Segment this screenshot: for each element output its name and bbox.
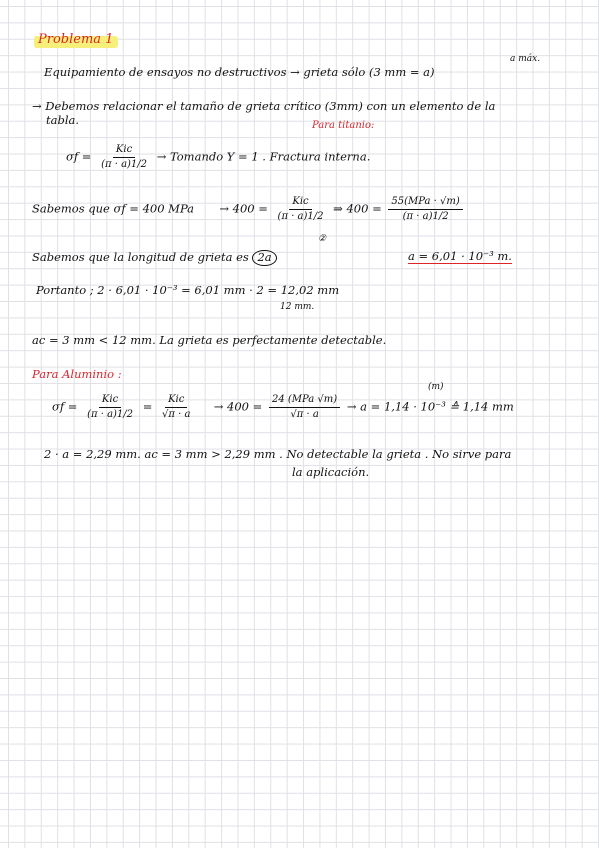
alu-den-3: √π · a [290,409,319,420]
sigma-formula [66,144,370,171]
sabemos-line [32,196,466,223]
final-line: 2 · a = 2,29 mm. ac = 3 mm > 2,29 mm . No detectable la grieta . No sirve para [44,447,512,461]
alu-result: → a = 1,14 · 10⁻³ ≙ 1,14 mm [346,399,514,414]
ac-line: ac = 3 mm < 12 mm. La grieta es perfectamente detectable. [32,333,387,347]
eq2-num: 55(MPa · √m) [388,196,462,210]
alu-num-1: Kic [99,394,121,408]
unit-note: (m) [428,382,444,392]
longitud-line [32,250,277,266]
sigma-text: → Tomando Y = 1 . Fractura interna. [156,149,371,164]
sabemos-text: Sabemos que σf = 400 MPa [32,201,195,216]
a-value [408,250,512,264]
arrow-icon: → [32,99,46,113]
eq1-num: Kic [289,196,311,210]
page-title: Problema 1 [38,32,114,47]
alu-num-2: Kic [165,394,187,408]
eq2-fraction [388,196,462,223]
alu-den-1: (π · a)1/2 [87,409,134,420]
alu-frac-2 [159,394,193,421]
circled-2a: 2a [252,250,276,266]
eq1-den: (π · a)1/2 [277,211,324,222]
alu-lhs: σf = [52,399,78,414]
eq2-den: (π · a)1/2 [402,211,449,222]
portanto-sub: 12 mm. [280,302,315,312]
eq2-lhs: ⇒ 400 = [333,201,382,216]
a-value-text: a = 6,01 · 10⁻³ m. [408,249,512,263]
sigma-lhs: σf = [66,149,92,164]
alu-num-3: 24 (MPa √m) [269,394,340,408]
line-relate [32,100,495,114]
sigma-fraction [98,144,150,171]
line-equipment: Equipamiento de ensayos no destructivos → grieta sólo (3 mm = a) [44,65,435,79]
alu-frac-3 [269,394,340,421]
note-amax: a máx. [510,54,541,64]
final-line-cont: la aplicación. [292,465,370,479]
para-titanio: Para titanio: [312,120,375,131]
sigma-den: (π · a)1/2 [101,159,148,170]
longitud-text: Sabemos que la longitud de grieta es [32,250,249,264]
para-aluminio: Para Aluminio : [32,367,122,381]
sigma-num: Kic [113,144,135,158]
line-relate-cont: tabla. [46,113,80,127]
alu-formula: σf = $\frac{\text{Kic}}{(\pi \cdot a)1/2}$ = $\frac{\text{Kic}}{√\pi \cdot a}$ → 400 = $\frac{\text{24 (MPa √m)}}{√\pi \cdot a}$ → a = 1,14 · 10⁻³ ≙ 1,14 mm [52,394,514,420]
alu-den-2: √π · a [161,409,191,420]
circled-mark: ② [318,234,327,244]
portanto-line: Portanto ; 2 · 6,01 · 10⁻³ = 6,01 mm · 2 = 12,02 mm [36,283,340,297]
alu-arrow: → 400 = [213,399,263,414]
eq1-fraction [275,196,327,223]
eq1-lhs: → 400 = [219,201,268,216]
alu-frac-1 [84,394,136,421]
line-relate-text: Debemos relacionar el tamaño de grieta crítico (3mm) con un elemento de la [45,99,496,113]
